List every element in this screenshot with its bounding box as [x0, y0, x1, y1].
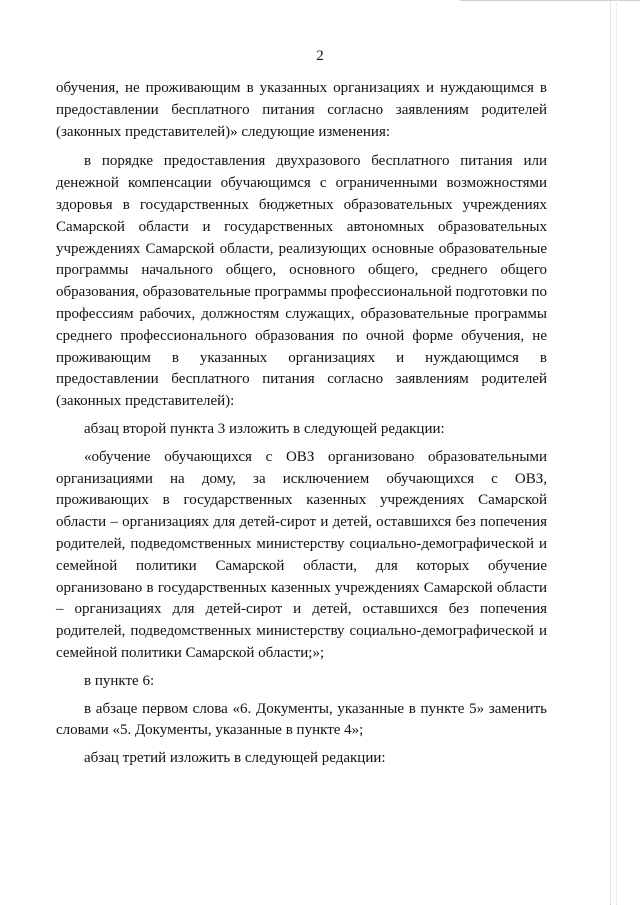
- document-body: [56, 78, 547, 770]
- scan-edge-top: [460, 0, 640, 2]
- paragraph-third-paragraph-change: абзац третий изложить в следующей редакции:: [84, 750, 386, 767]
- scan-edge-right: [610, 0, 612, 905]
- paragraph-amendment-point-3: абзац второй пункта 3 изложить в следующей редакции:: [84, 420, 445, 437]
- paragraph-procedure-title: в порядке предоставления двухразового бесплатного питания или денежной компенсации обучающимся с ограниченными возможностями здоровья в государственных бюджетных образовательных учреждениях Самарской области и государственных автономных образовательных учреждениях Самарской области, реализующих основные образовательные программы начального общего, основного общего, среднего общего образования, образовательные программы профессиональной подготовки по профессиям рабочих, должностям служащих, образовательные программы среднего профессионального образования по очной форме обучения, не проживающим в указанных организациях и нуждающимся в предоставлении бесплатного питания согласно заявлениям родителей (законных представителей):: [56, 153, 548, 410]
- page-number: 2: [316, 48, 324, 64]
- paragraph-continuation: обучения, не проживающим в указанных организациях и нуждающимся в предоставлении бесплатного питания согласно заявлениям родителей (законных представителей)» следующие изменения:: [56, 80, 547, 140]
- paragraph-first-paragraph-change: в абзаце первом слова «6. Документы, указанные в пункте 5» заменить словами «5. Документы, указанные в пункте 4»;: [56, 700, 547, 739]
- paragraph-point-6: в пункте 6:: [84, 672, 155, 689]
- scan-edge-right-faint: [616, 0, 618, 905]
- paragraph-quoted-text: «обучение обучающихся с ОВЗ организовано образовательными организациями на дому, за исключением обучающихся с ОВЗ, проживающих в государственных казенных учреждениях Самарской области – организациях для детей-сирот и детей, оставшихся без попечения родителей, подведомственных министерству социально-демографической и семейной политики Самарской области, для которых обучение организовано в государственных казенных учреждениях Самарской области – организациях для детей-сирот и детей, оставшихся без попечения родителей, подведомственных министерству социально-демографической и семейной политики Самарской области;»;: [56, 448, 547, 661]
